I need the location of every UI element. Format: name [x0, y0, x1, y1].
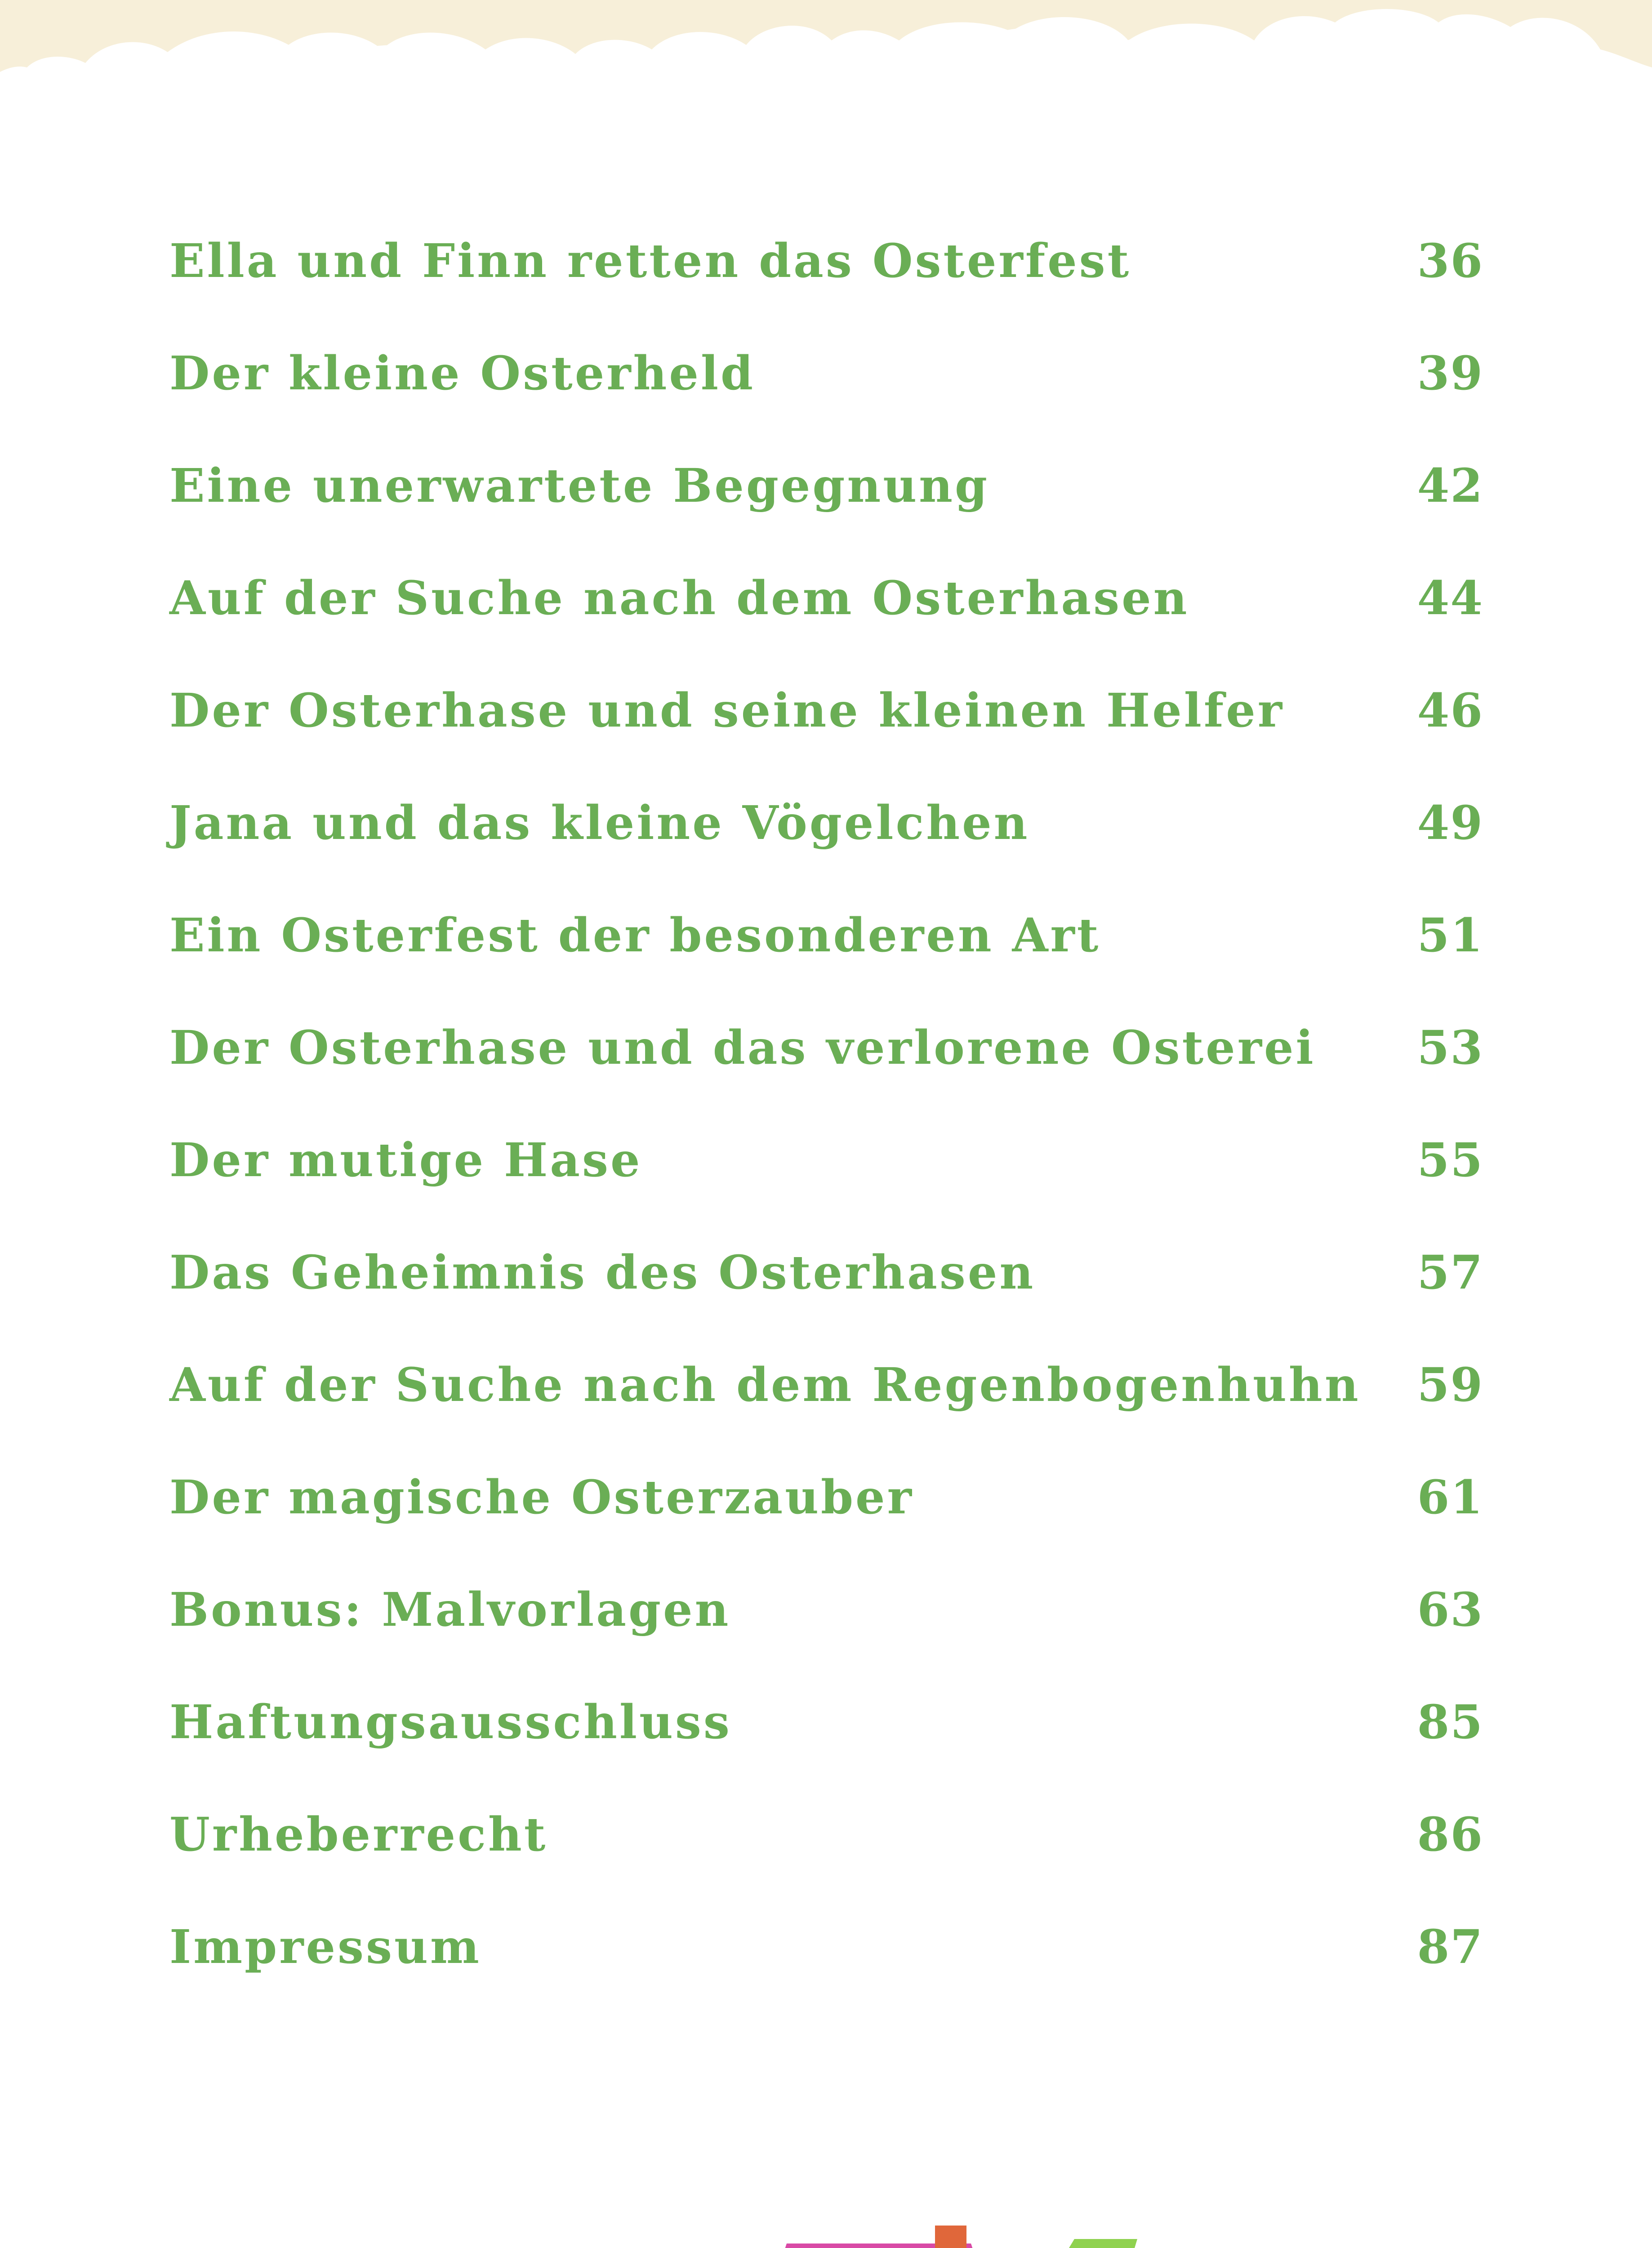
toc-entry: [169, 1891, 1483, 2003]
toc-entry-title: Ella und Finn retten das Osterfest: [169, 233, 1131, 288]
toc-entry-page: 57: [1417, 1245, 1483, 1300]
house-icon: [764, 2226, 993, 2248]
toc-entry: [169, 1778, 1483, 1891]
toc-entry: [169, 205, 1483, 317]
toc-entry: [169, 1666, 1483, 1778]
toc-entry-title: Urheberrecht: [169, 1807, 548, 1862]
toc-entry-title: Der mutige Hase: [169, 1133, 642, 1187]
toc-entry-title: Auf der Suche nach dem Regenbogenhuhn: [169, 1357, 1361, 1412]
toc-entry-title: Der magische Osterzauber: [169, 1470, 914, 1525]
toc-entry-title: Das Geheimnis des Osterhasen: [169, 1245, 1036, 1300]
toc-entry: [169, 991, 1483, 1104]
toc-entry-title: Der Osterhase und seine kleinen Helfer: [169, 683, 1285, 738]
toc-entry: [169, 317, 1483, 429]
toc-entry-page: 53: [1417, 1020, 1483, 1075]
cloud-sky-banner: [0, 0, 1652, 234]
toc-entry-page: 85: [1417, 1695, 1483, 1749]
toc-entry-title: Der Osterhase und das verlorene Osterei: [169, 1020, 1316, 1075]
toc-entry-page: 55: [1417, 1133, 1483, 1187]
toc-entry: [169, 1329, 1483, 1441]
toc-entry-page: 51: [1417, 908, 1483, 963]
toc-entry: [169, 879, 1483, 991]
toc-entry-title: Eine unerwartete Begegnung: [169, 458, 990, 513]
toc-entry-title: Jana und das kleine Vögelchen: [169, 795, 1030, 850]
village-illustration: [0, 2226, 1652, 2248]
toc-entry-title: Der kleine Osterheld: [169, 346, 756, 401]
toc-entry: [169, 767, 1483, 879]
toc-entry-title: Bonus: Malvorlagen: [169, 1582, 731, 1637]
toc-entry-page: 42: [1417, 458, 1483, 513]
toc-entry-title: Impressum: [169, 1919, 481, 1974]
table-of-contents: [169, 205, 1483, 2003]
toc-entry-title: Ein Osterfest der besonderen Art: [169, 908, 1101, 963]
toc-entry-page: 59: [1417, 1357, 1483, 1412]
toc-entry: [169, 1441, 1483, 1553]
toc-entry: [169, 1553, 1483, 1666]
toc-entry: [169, 542, 1483, 654]
toc-entry-page: 39: [1417, 346, 1483, 401]
toc-entry: [169, 1216, 1483, 1329]
house-icon: [1038, 2239, 1187, 2248]
toc-entry-page: 36: [1417, 233, 1483, 288]
toc-entry: [169, 429, 1483, 542]
toc-entry-page: 46: [1417, 683, 1483, 738]
toc-entry-page: 63: [1417, 1582, 1483, 1637]
toc-entry-page: 49: [1417, 795, 1483, 850]
toc-entry-page: 61: [1417, 1470, 1483, 1525]
toc-entry-title: Auf der Suche nach dem Osterhasen: [169, 571, 1189, 625]
toc-entry: [169, 1104, 1483, 1216]
toc-entry: [169, 654, 1483, 767]
toc-entry-page: 86: [1417, 1807, 1483, 1862]
toc-entry-page: 87: [1417, 1919, 1483, 1974]
toc-entry-page: 44: [1417, 571, 1483, 625]
toc-entry-title: Haftungsausschluss: [169, 1695, 732, 1749]
